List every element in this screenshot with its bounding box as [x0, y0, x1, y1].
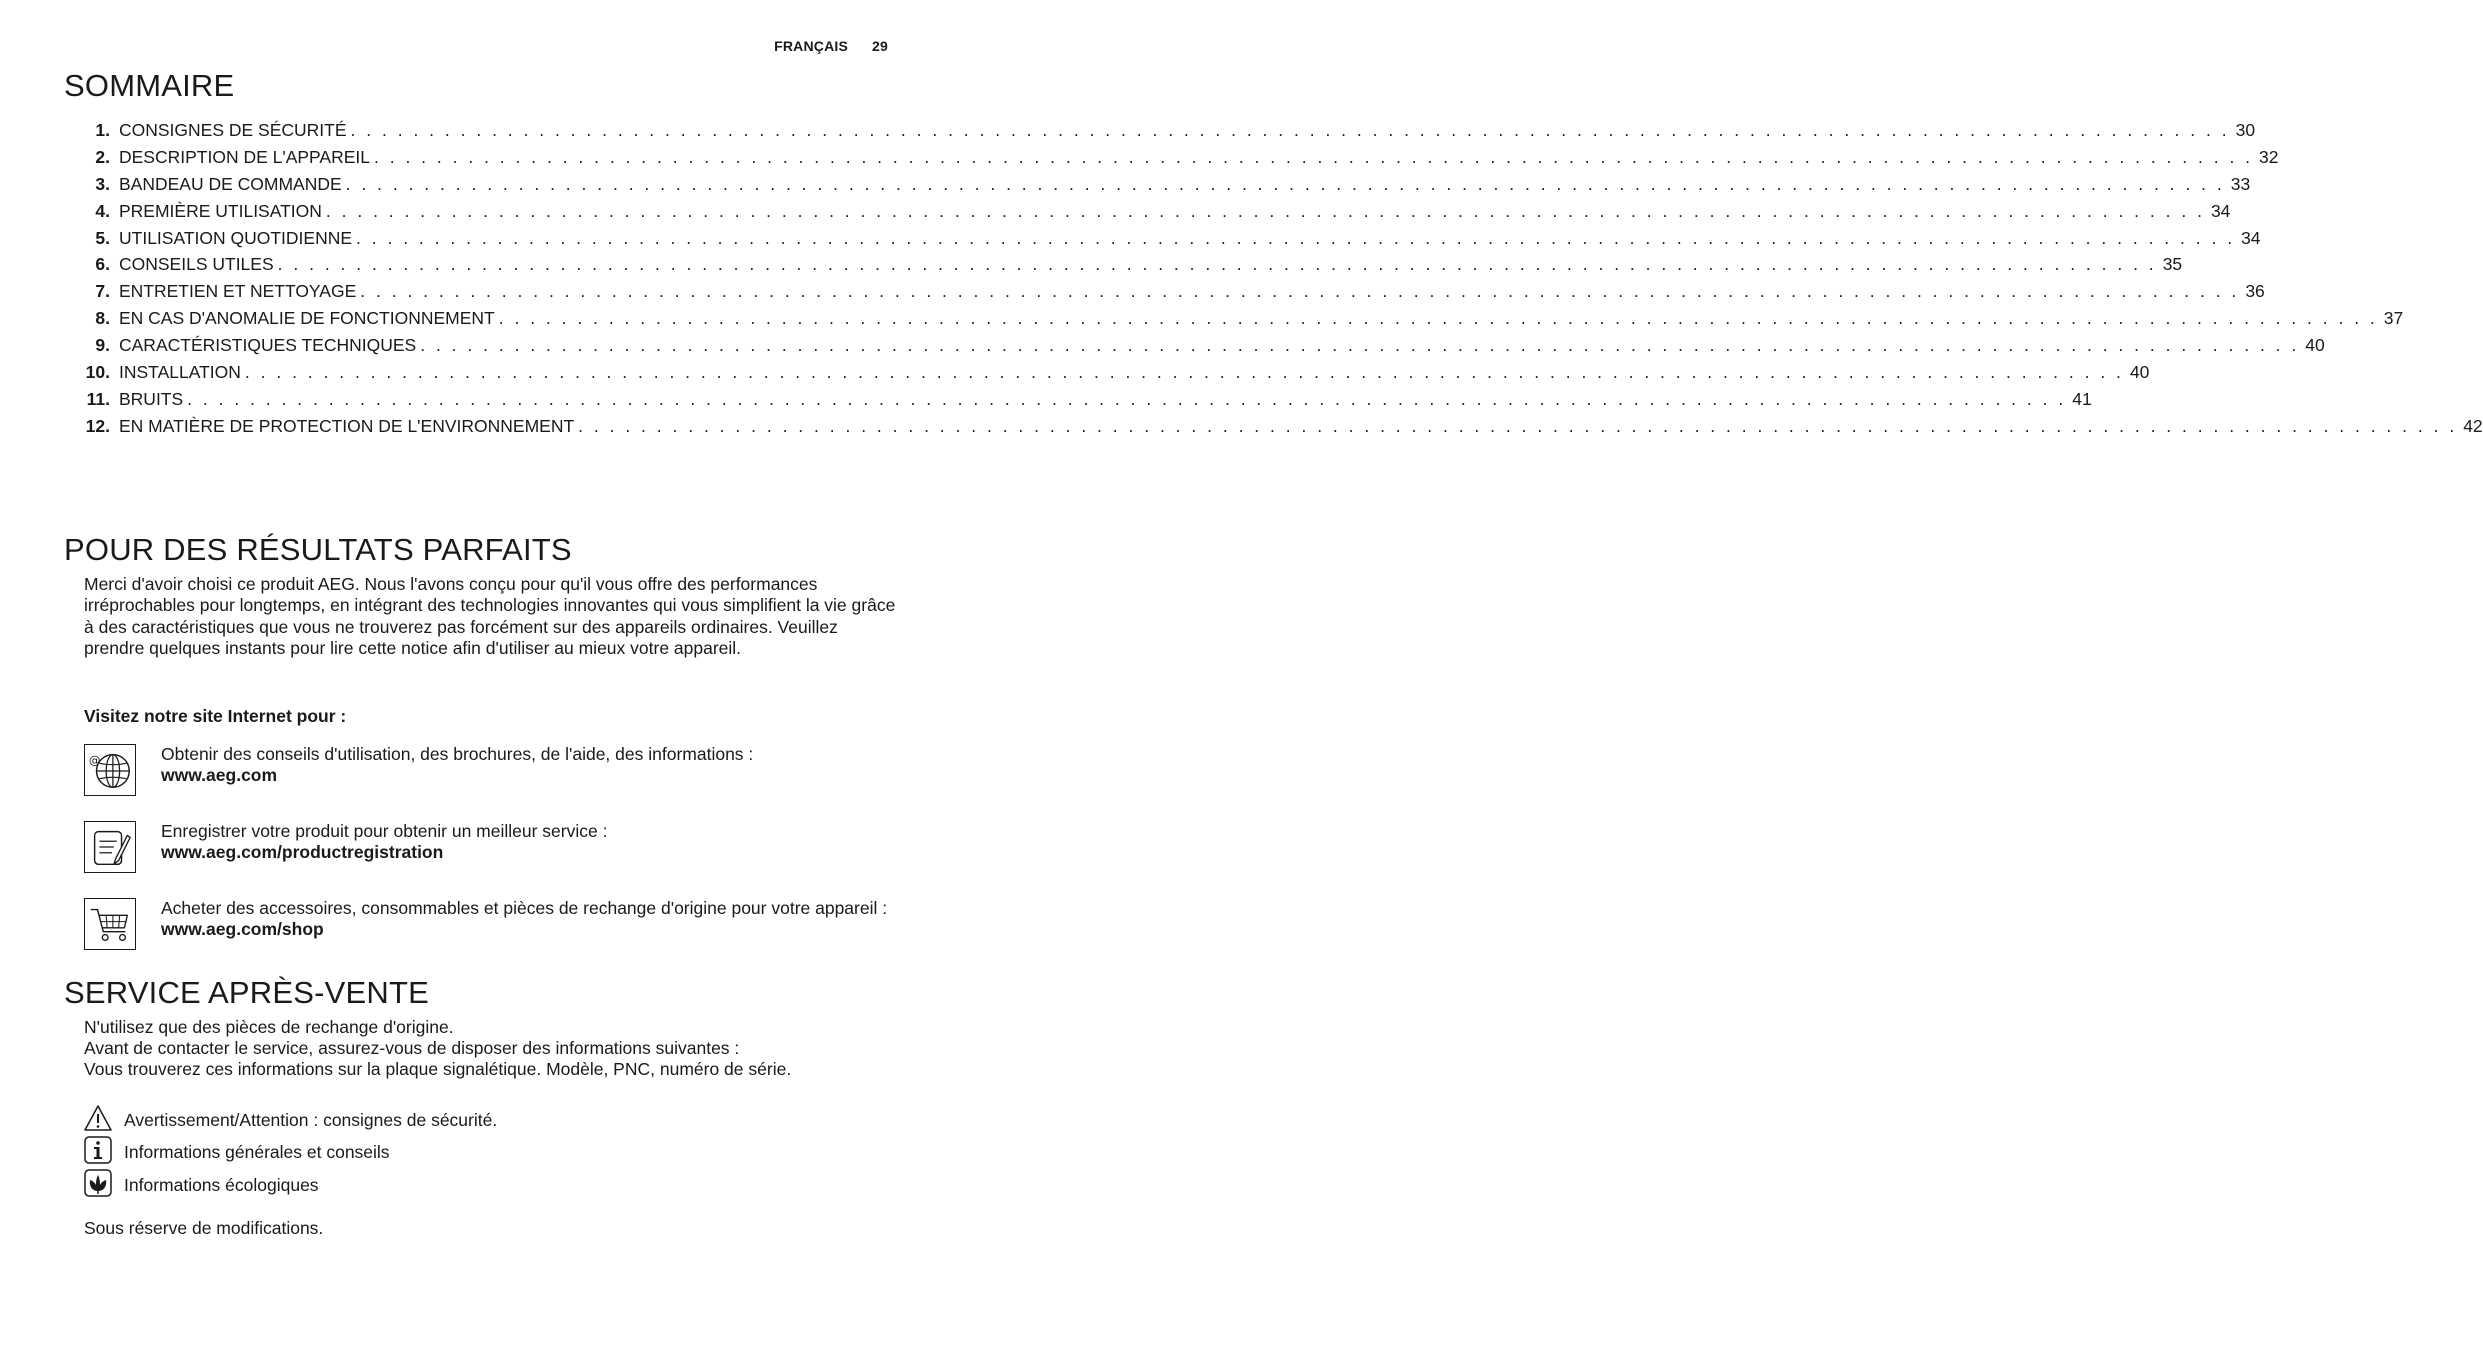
toc-entry-page: 37	[2383, 308, 2404, 329]
results-heading: POUR DES RÉSULTATS PARFAITS	[64, 532, 572, 567]
toc-leader-dots: . . . . . . . . . . . . . . . . . . . . . . . . . . . . . . . . . . . . . . . . . . . . . . . . . . . . . . . . . . . . . . . . . . . . . . . . . . . . . . . . . . . . . . . . . . . . . . . . . . . . . . . . . . . . . . . . . . . . . . . .	[374, 146, 2254, 167]
toc-entry-number: 1.	[95, 120, 110, 140]
service-line-original-parts: N'utilisez que des pièces de rechange d'origine.	[84, 1017, 454, 1037]
info-icon	[84, 1136, 112, 1164]
toc-entry-title: INSTALLATION	[119, 362, 241, 383]
web-item-description: Obtenir des conseils d'utilisation, des brochures, de l'aide, des informations :	[161, 744, 754, 764]
toc-leader-dots: . . . . . . . . . . . . . . . . . . . . . . . . . . . . . . . . . . . . . . . . . . . . . . . . . . . . . . . . . . . . . . . . . . . . . . . . . . . . . . . . . . . . . . . . . . . . . . . . . . . . . . . . . . . . . . . . . . . . . . . .	[578, 415, 2458, 436]
web-item-registration-text	[161, 821, 896, 863]
toc-leader-dots: . . . . . . . . . . . . . . . . . . . . . . . . . . . . . . . . . . . . . . . . . . . . . . . . . . . . . . . . . . . . . . . . . . . . . . . . . . . . . . . . . . . . . . . . . . . . . . . . . . . . . . . . . . . . . . . . . . . . . . . .	[498, 308, 2378, 329]
toc-entry-number: 8.	[95, 308, 110, 329]
toc-entry-title: CONSIGNES DE SÉCURITÉ	[119, 120, 347, 140]
toc-entry[interactable]	[78, 308, 2404, 335]
svg-text:@: @	[88, 753, 101, 768]
toc-entry-page: 30	[2235, 120, 2256, 140]
toc-entry-number: 3.	[95, 173, 110, 194]
toc-entry-page: 42	[2463, 415, 2483, 436]
toc-entry-page: 34	[2241, 227, 2261, 248]
toc-entry-number: 12.	[85, 415, 110, 436]
intro-paragraph: Merci d'avoir choisi ce produit AEG. Nous l'avons conçu pour qu'il vous offre des performances irréprochables pour longtemps, en intégrant des technologies innovantes qui vous simplifient la vie grâce à des caractéristiques que vous ne trouverez pas forcément sur des appareils ordinaires. Veuillez prendre quelques instants pour lire cette notice afin d'utiliser au mieux votre appareil.	[84, 574, 896, 658]
toc-entry-number: 5.	[95, 227, 110, 248]
toc-entry-number: 4.	[95, 200, 110, 221]
toc-entry-title: BRUITS	[119, 388, 184, 409]
legend-info-text: Informations générales et conseils	[124, 1142, 390, 1162]
toc-entry-page: 34	[2210, 200, 2231, 221]
toc-entry-page: 40	[2305, 335, 2325, 356]
toc-entry[interactable]	[78, 415, 2483, 443]
toc-entry-title: CONSEILS UTILES	[119, 254, 274, 275]
toc-entry[interactable]	[78, 227, 2261, 255]
service-line-rating-plate: Vous trouverez ces informations sur la plaque signalétique. Modèle, PNC, numéro de série.	[84, 1059, 792, 1079]
header-page-number: 29	[872, 38, 888, 54]
toc-entry-number: 6.	[95, 254, 110, 275]
toc-leader-dots: . . . . . . . . . . . . . . . . . . . . . . . . . . . . . . . . . . . . . . . . . . . . . . . . . . . . . . . . . . . . . . . . . . . . . . . . . . . . . . . . . . . . . . . . . . . . . . . . . . . . . . . . . . . . . . . . . . . . . . . .	[325, 200, 2205, 221]
toc-heading: SOMMAIRE	[64, 68, 235, 103]
toc-entry-title: BANDEAU DE COMMANDE	[119, 173, 342, 194]
toc-entry-title: EN MATIÈRE DE PROTECTION DE L'ENVIRONNEMENT	[119, 415, 575, 436]
toc-entry-page: 35	[2162, 254, 2183, 275]
legend-eco-text: Informations écologiques	[124, 1175, 319, 1195]
aeg-website-link[interactable]: www.aeg.com	[161, 765, 278, 785]
toc-entry[interactable]	[78, 254, 2183, 281]
toc-entry-title: CARACTÉRISTIQUES TECHNIQUES	[119, 335, 417, 356]
toc-entry-number: 7.	[95, 281, 110, 302]
toc-entry-number: 9.	[95, 335, 110, 356]
toc-leader-dots: . . . . . . . . . . . . . . . . . . . . . . . . . . . . . . . . . . . . . . . . . . . . . . . . . . . . . . . . . . . . . . . . . . . . . . . . . . . . . . . . . . . . . . . . . . . . . . . . . . . . . . . . . . . . . . . . . . . . . . . .	[277, 254, 2157, 275]
toc-entry-title: PREMIÈRE UTILISATION	[119, 200, 322, 221]
toc-leader-dots: . . . . . . . . . . . . . . . . . . . . . . . . . . . . . . . . . . . . . . . . . . . . . . . . . . . . . . . . . . . . . . . . . . . . . . . . . . . . . . . . . . . . . . . . . . . . . . . . . . . . . . . . . . . . . . . . . . . . . . . .	[356, 227, 2236, 248]
toc-entry[interactable]	[78, 120, 2256, 147]
shop-link[interactable]: www.aeg.com/shop	[161, 919, 324, 939]
toc-leader-dots: . . . . . . . . . . . . . . . . . . . . . . . . . . . . . . . . . . . . . . . . . . . . . . . . . . . . . . . . . . . . . . . . . . . . . . . . . . . . . . . . . . . . . . . . . . . . . . . . . . . . . . . . . . . . . . . . . . . . . . . .	[420, 335, 2300, 356]
service-heading: SERVICE APRÈS-VENTE	[64, 975, 430, 1010]
page-header	[774, 38, 888, 54]
footer-note: Sous réserve de modifications.	[84, 1218, 324, 1238]
toc-entry[interactable]	[78, 335, 2325, 362]
toc-leader-dots: . . . . . . . . . . . . . . . . . . . . . . . . . . . . . . . . . . . . . . . . . . . . . . . . . . . . . . . . . . . . . . . . . . . . . . . . . . . . . . . . . . . . . . . . . . . . . . . . . . . . . . . . . . . . . . . . . . . . . . . .	[187, 388, 2067, 409]
toc-entry-page: 33	[2230, 173, 2251, 194]
toc-entry-number: 10.	[85, 362, 110, 383]
toc-entry[interactable]	[78, 281, 2265, 308]
toc-entry[interactable]	[78, 362, 2150, 389]
legend-warning-text: Avertissement/Attention : consignes de sécurité.	[124, 1110, 498, 1130]
toc-entry-page: 41	[2072, 388, 2092, 409]
toc-leader-dots: . . . . . . . . . . . . . . . . . . . . . . . . . . . . . . . . . . . . . . . . . . . . . . . . . . . . . . . . . . . . . . . . . . . . . . . . . . . . . . . . . . . . . . . . . . . . . . . . . . . . . . . . . . . . . . . . . . . . . . . .	[244, 362, 2124, 383]
web-item-shop	[84, 898, 896, 952]
product-registration-link[interactable]: www.aeg.com/productregistration	[161, 842, 444, 862]
toc-entry-number: 11.	[86, 388, 110, 409]
toc-leader-dots: . . . . . . . . . . . . . . . . . . . . . . . . . . . . . . . . . . . . . . . . . . . . . . . . . . . . . . . . . . . . . . . . . . . . . . . . . . . . . . . . . . . . . . . . . . . . . . . . . . . . . . . . . . . . . . . . . . . . . . . .	[360, 281, 2240, 302]
visit-website-label: Visitez notre site Internet pour :	[84, 706, 347, 726]
toc-entry[interactable]	[78, 146, 2279, 174]
toc-entry-page: 32	[2259, 146, 2279, 167]
toc-entry-title: UTILISATION QUOTIDIENNE	[119, 227, 353, 248]
toc-entry-page: 40	[2129, 362, 2150, 383]
eco-flower-icon	[84, 1169, 112, 1197]
web-item-shop-text	[161, 898, 896, 940]
toc-entry-title: DESCRIPTION DE L'APPAREIL	[119, 146, 370, 167]
toc-entry[interactable]	[78, 200, 2231, 228]
globe-icon	[84, 744, 136, 796]
header-language: FRANÇAIS	[774, 38, 849, 54]
toc-entry-page: 36	[2245, 281, 2265, 302]
web-item-description: Acheter des accessoires, consommables et pièces de rechange d'origine pour votre appareil :	[161, 898, 888, 918]
table-of-contents	[78, 120, 2483, 443]
web-item-description: Enregistrer votre produit pour obtenir un meilleur service :	[161, 821, 608, 841]
shopping-cart-icon	[84, 898, 136, 950]
toc-entry[interactable]	[78, 173, 2251, 201]
web-item-registration	[84, 821, 896, 875]
web-item-advice-text	[161, 744, 896, 786]
registration-form-icon	[84, 821, 136, 873]
service-line-before-contact: Avant de contacter le service, assurez-vous de disposer des informations suivantes :	[84, 1038, 740, 1058]
toc-leader-dots: . . . . . . . . . . . . . . . . . . . . . . . . . . . . . . . . . . . . . . . . . . . . . . . . . . . . . . . . . . . . . . . . . . . . . . . . . . . . . . . . . . . . . . . . . . . . . . . . . . . . . . . . . . . . . . . . . . . . . . . .	[350, 120, 2230, 140]
toc-entry-title: ENTRETIEN ET NETTOYAGE	[119, 281, 357, 302]
toc-entry-title: EN CAS D'ANOMALIE DE FONCTIONNEMENT	[119, 308, 495, 329]
toc-leader-dots: . . . . . . . . . . . . . . . . . . . . . . . . . . . . . . . . . . . . . . . . . . . . . . . . . . . . . . . . . . . . . . . . . . . . . . . . . . . . . . . . . . . . . . . . . . . . . . . . . . . . . . . . . . . . . . . . . . . . . . . .	[345, 173, 2225, 194]
toc-entry[interactable]	[78, 388, 2092, 416]
toc-entry-number: 2.	[95, 146, 110, 167]
web-item-advice	[84, 744, 896, 798]
warning-icon	[84, 1104, 112, 1132]
